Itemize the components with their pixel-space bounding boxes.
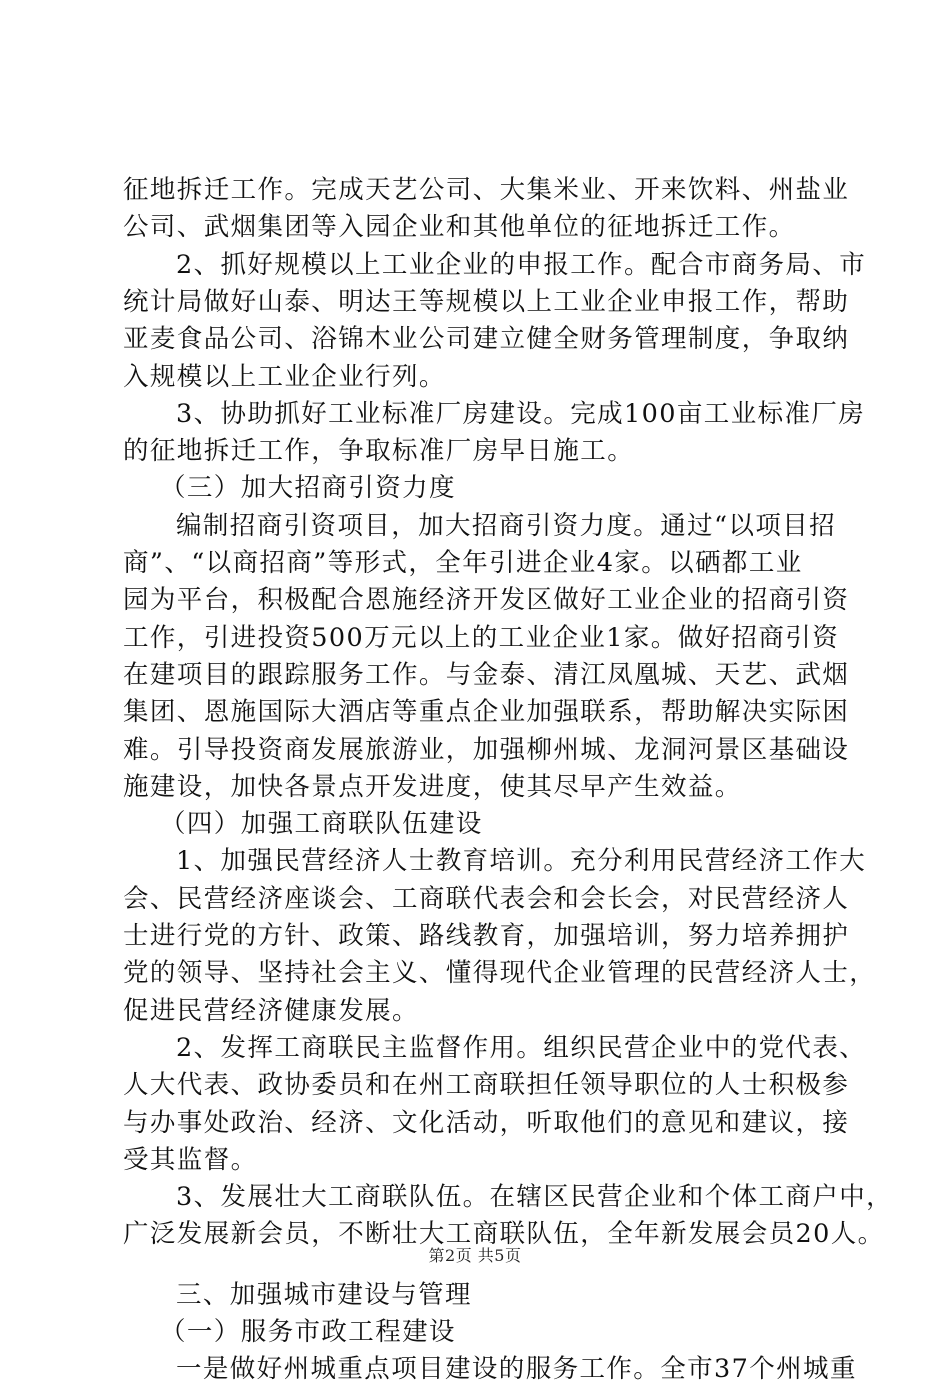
line-text: 2、发挥工商联民主监督作用。组织民营企业中的党代表、 [176,1033,867,1063]
section-heading [0,804,950,844]
paragraph-line [0,431,950,471]
paragraph-line [0,357,950,397]
line-text: 公司、武烟集团等入园企业和其他单位的征地拆迁工作。 [123,212,796,242]
paragraph-line [0,170,950,210]
line-text: 一是做好州城重点项目建设的服务工作。全市37个州城重 [176,1354,857,1384]
paragraph-line [0,394,950,434]
paragraph-line [0,319,950,359]
heading-text: 三、加强城市建设与管理 [176,1280,472,1310]
line-text: 的征地拆迁工作，争取标准厂房早日施工。 [123,436,635,466]
section-heading [0,468,950,508]
line-text: 3、协助抓好工业标准厂房建设。完成100亩工业标准厂房 [176,399,866,429]
line-text: 3、发展壮大工商联队伍。在辖区民营企业和个体工商户中， [176,1182,894,1212]
section-heading [0,1275,950,1315]
paragraph-line [0,618,950,658]
paragraph-line [0,1065,950,1105]
line-text: 广泛发展新会员，不断壮大工商联队伍，全年新发展会员20人。 [123,1219,885,1249]
line-text: 工作，引进投资500万元以上的工业企业1家。做好招商引资 [123,623,840,653]
page-number-footer: 第2页 共5页 [428,1246,522,1265]
line-text: 与办事处政治、经济、文化活动，听取他们的意见和建议，接 [123,1108,850,1138]
line-text: 会、民营经济座谈会、工商联代表会和会长会，对民营经济人 [123,884,850,914]
line-text: 编制招商引资项目，加大招商引资力度。通过“以项目招 [176,511,837,541]
paragraph-line [0,767,950,807]
line-text: 商”、“以商招商”等形式，全年引进企业4家。以硒都工业 [123,548,803,578]
line-text: 受其监督。 [123,1145,258,1175]
line-text: 亚麦食品公司、浴锦木业公司建立健全财务管理制度，争取纳 [123,324,850,354]
paragraph-line [0,916,950,956]
paragraph-line [0,1028,950,1068]
paragraph-line [0,1177,950,1217]
paragraph-line [0,580,950,620]
line-text: 1、加强民营经济人士教育培训。充分利用民营经济工作大 [176,846,867,876]
line-text: 在建项目的跟踪服务工作。与金泰、清江凤凰城、天艺、武烟 [123,660,850,690]
paragraph-line [0,991,950,1031]
paragraph-line [0,879,950,919]
paragraph-line [0,1103,950,1143]
line-text: 促进民营经济健康发展。 [123,996,419,1026]
line-text: 2、抓好规模以上工业企业的申报工作。配合市商务局、市 [176,250,867,280]
line-text: 入规模以上工业企业行列。 [123,362,446,392]
paragraph-line [0,543,950,583]
line-text: 士进行党的方针、政策、路线教育，加强培训，努力培养拥护 [123,921,850,951]
heading-text: （三）加大招商引资力度 [160,473,456,503]
paragraph-line [0,207,950,247]
paragraph-line [0,282,950,322]
paragraph-line [0,953,950,993]
paragraph-line [0,1140,950,1180]
line-text: 统计局做好山泰、明达王等规模以上工业企业申报工作，帮助 [123,287,850,317]
line-text: 园为平台，积极配合恩施经济开发区做好工业企业的招商引资 [123,585,850,615]
heading-text: （一）服务市政工程建设 [160,1317,456,1347]
line-text: 施建设，加快各景点开发进度，使其尽早产生效益。 [123,772,742,802]
paragraph-line [0,655,950,695]
paragraph-line [0,1349,950,1389]
line-text: 征地拆迁工作。完成天艺公司、大集米业、开来饮料、州盐业 [123,175,850,205]
line-text: 人大代表、政协委员和在州工商联担任领导职位的人士积极参 [123,1070,850,1100]
line-text: 党的领导、坚持社会主义、懂得现代企业管理的民营经济人士， [123,958,877,988]
line-text: 集团、恩施国际大酒店等重点企业加强联系，帮助解决实际困 [123,697,850,727]
heading-text: （四）加强工商联队伍建设 [160,809,483,839]
paragraph-line [0,841,950,881]
paragraph-line [0,730,950,770]
line-text: 难。引导投资商发展旅游业，加强柳州城、龙洞河景区基础设 [123,735,850,765]
section-heading [0,1312,950,1352]
paragraph-line [0,692,950,732]
paragraph-line [0,245,950,285]
paragraph-line [0,506,950,546]
